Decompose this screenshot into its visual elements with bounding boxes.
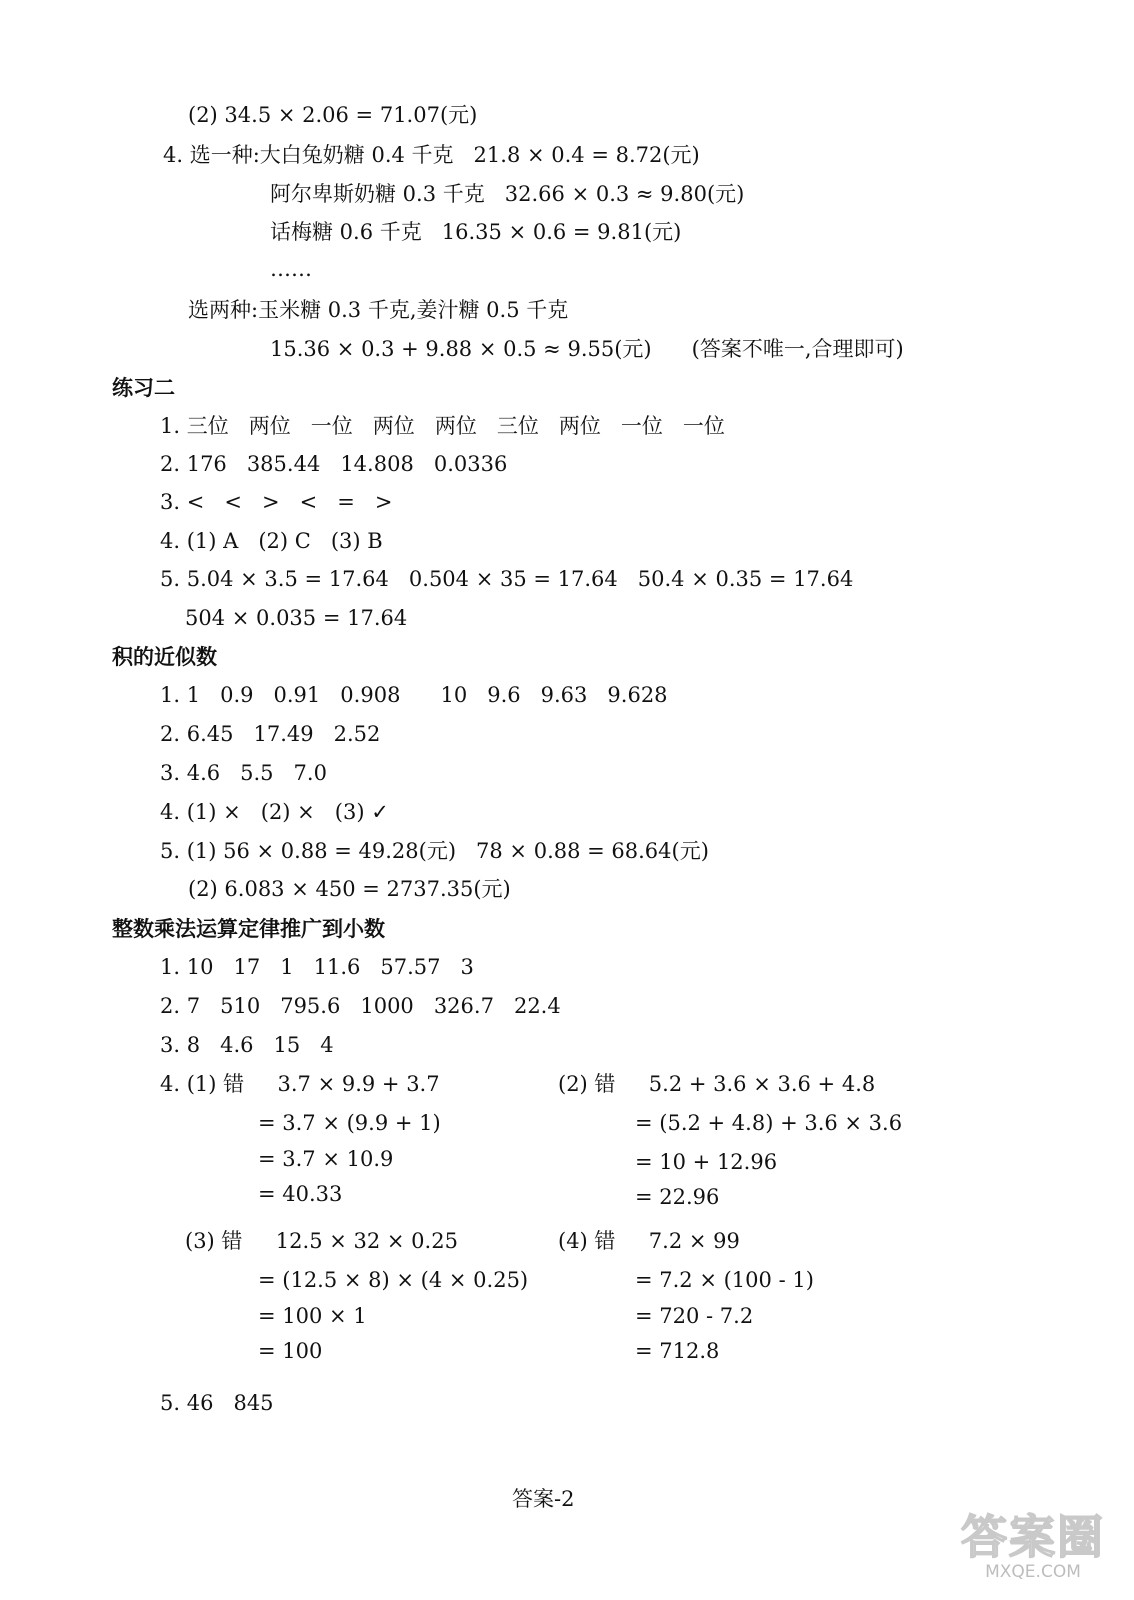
answer-line: = 100 <box>258 1339 323 1363</box>
answer-line: 15.36 × 0.3 + 9.88 × 0.5 ≈ 9.55(元) (答案不唯一,合理即可) <box>270 337 904 361</box>
answer-line: = 7.2 × (100 - 1) <box>635 1268 814 1292</box>
answer-line: = 712.8 <box>635 1339 720 1363</box>
answer-line: (3) 错 12.5 × 32 × 0.25 <box>185 1229 458 1253</box>
answer-line: 4. (1) 错 3.7 × 9.9 + 3.7 <box>160 1072 440 1096</box>
answer-line: 4. 选一种:大白兔奶糖 0.4 千克 21.8 × 0.4 = 8.72(元) <box>163 143 700 167</box>
answer-line: 2. 176 385.44 14.808 0.0336 <box>160 452 508 476</box>
answer-line: = (5.2 + 4.8) + 3.6 × 3.6 <box>635 1111 903 1135</box>
answer-line: 5. (1) 56 × 0.88 = 49.28(元) 78 × 0.88 = 68.64(元) <box>160 839 709 863</box>
answer-line: = 10 + 12.96 <box>635 1150 778 1174</box>
answer-line: (2) 34.5 × 2.06 = 71.07(元) <box>188 103 478 127</box>
answer-line: = 100 × 1 <box>258 1304 367 1328</box>
section-heading: 整数乘法运算定律推广到小数 <box>112 917 385 941</box>
answer-line: = 3.7 × 10.9 <box>258 1147 394 1171</box>
section-heading: 积的近似数 <box>112 645 217 669</box>
answer-line: = (12.5 × 8) × (4 × 0.25) <box>258 1268 529 1292</box>
answer-line: 3. 8 4.6 15 4 <box>160 1033 334 1057</box>
answer-line: 1. 10 17 1 11.6 57.57 3 <box>160 955 474 979</box>
answer-line: 3. 4.6 5.5 7.0 <box>160 761 327 785</box>
watermark <box>958 1512 1108 1582</box>
answer-line: = 3.7 × (9.9 + 1) <box>258 1111 441 1135</box>
answer-line: (4) 错 7.2 × 99 <box>558 1229 740 1253</box>
answer-line: 话梅糖 0.6 千克 16.35 × 0.6 = 9.81(元) <box>270 220 682 244</box>
answer-line: 4. (1) A (2) C (3) B <box>160 529 383 553</box>
watermark-logo: 答案圈 <box>961 1510 1105 1564</box>
answer-line: 2. 6.45 17.49 2.52 <box>160 722 381 746</box>
page-footer: 答案-2 <box>512 1487 575 1511</box>
answer-line: = 40.33 <box>258 1182 343 1206</box>
answer-line: 5. 5.04 × 3.5 = 17.64 0.504 × 35 = 17.64 50.4 × 0.35 = 17.64 <box>160 567 854 591</box>
answer-line: = 22.96 <box>635 1185 720 1209</box>
answer-line: 1. 三位 两位 一位 两位 两位 三位 两位 一位 一位 <box>160 414 725 438</box>
section-heading: 练习二 <box>112 376 175 400</box>
answer-line: 1. 1 0.9 0.91 0.908 10 9.6 9.63 9.628 <box>160 683 668 707</box>
answer-line: …… <box>270 257 312 281</box>
watermark-url: MXQE.COM <box>985 1562 1081 1582</box>
answer-line: (2) 错 5.2 + 3.6 × 3.6 + 4.8 <box>558 1072 876 1096</box>
answer-line: 5. 46 845 <box>160 1391 274 1415</box>
answer-line: 3. < < > < = > <box>160 490 393 514</box>
answer-line: 2. 7 510 795.6 1000 326.7 22.4 <box>160 994 561 1018</box>
answer-line: 504 × 0.035 = 17.64 <box>185 606 408 630</box>
answer-line: (2) 6.083 × 450 = 2737.35(元) <box>188 877 511 901</box>
answer-line: = 720 - 7.2 <box>635 1304 754 1328</box>
answer-line: 阿尔卑斯奶糖 0.3 千克 32.66 × 0.3 ≈ 9.80(元) <box>270 182 745 206</box>
answer-line: 4. (1) × (2) × (3) ✓ <box>160 800 389 824</box>
answer-line: 选两种:玉米糖 0.3 千克,姜汁糖 0.5 千克 <box>188 298 569 322</box>
